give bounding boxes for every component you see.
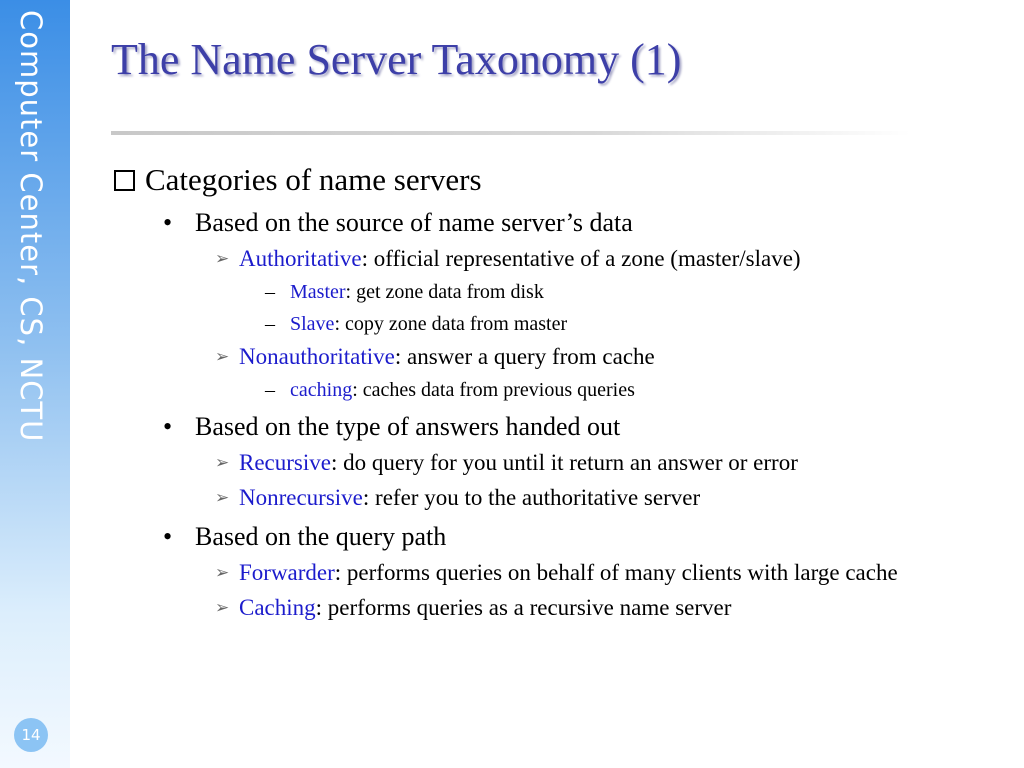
item-forwarder: ➢ Forwarder: performs queries on behalf of many clients with large cache bbox=[215, 560, 898, 585]
arrow-bullet-icon: ➢ bbox=[215, 249, 230, 268]
item-caching-server: ➢ Caching: performs queries as a recursive name server bbox=[215, 595, 732, 620]
bullet-icon: • bbox=[163, 208, 173, 237]
arrow-bullet-icon: ➢ bbox=[215, 453, 230, 472]
bullet-source: • Based on the source of name server’s data bbox=[163, 208, 633, 237]
dash-bullet-icon: – bbox=[265, 379, 275, 401]
bullet-icon: • bbox=[163, 412, 173, 441]
term-master: Master bbox=[290, 281, 346, 303]
bullet-path: • Based on the query path bbox=[163, 522, 447, 551]
bullet-icon: • bbox=[163, 522, 173, 551]
arrow-bullet-icon: ➢ bbox=[215, 347, 230, 366]
arrow-bullet-icon: ➢ bbox=[215, 563, 230, 582]
sidebar-banner bbox=[0, 0, 70, 768]
term-slave: Slave bbox=[290, 313, 335, 335]
item-recursive: ➢ Recursive: do query for you until it return an answer or error bbox=[215, 450, 798, 475]
bullet-answers: • Based on the type of answers handed out bbox=[163, 412, 621, 441]
term-authoritative: Authoritative bbox=[239, 246, 362, 271]
title-divider bbox=[111, 131, 911, 135]
term-nonauthoritative: Nonauthoritative bbox=[239, 344, 395, 369]
item-nonauthoritative: ➢ Nonauthoritative: answer a query from cache bbox=[215, 344, 655, 369]
sidebar-label: Computer Center, CS, NCTU bbox=[14, 10, 48, 443]
term-nonrecursive: Nonrecursive bbox=[239, 485, 363, 510]
dash-bullet-icon: – bbox=[265, 313, 275, 335]
slide-title: The Name Server Taxonomy (1) bbox=[111, 35, 682, 84]
dash-bullet-icon: – bbox=[265, 281, 275, 303]
term-forwarder: Forwarder bbox=[239, 560, 335, 585]
page-number-badge: 14 bbox=[14, 718, 48, 752]
term-caching-server: Caching bbox=[239, 595, 316, 620]
item-authoritative: ➢ Authoritative: official representative of a zone (master/slave) bbox=[215, 246, 801, 271]
item-slave: – Slave: copy zone data from master bbox=[265, 313, 568, 335]
arrow-bullet-icon: ➢ bbox=[215, 488, 230, 507]
heading-categories: Categories of name servers bbox=[114, 162, 482, 198]
checkbox-bullet-icon bbox=[114, 170, 135, 191]
arrow-bullet-icon: ➢ bbox=[215, 598, 230, 617]
item-nonrecursive: ➢ Nonrecursive: refer you to the authoritative server bbox=[215, 485, 701, 510]
item-caching-cache: – caching: caches data from previous queries bbox=[265, 379, 635, 401]
term-recursive: Recursive bbox=[239, 450, 331, 475]
item-master: – Master: get zone data from disk bbox=[265, 281, 544, 303]
term-caching: caching bbox=[290, 379, 353, 401]
